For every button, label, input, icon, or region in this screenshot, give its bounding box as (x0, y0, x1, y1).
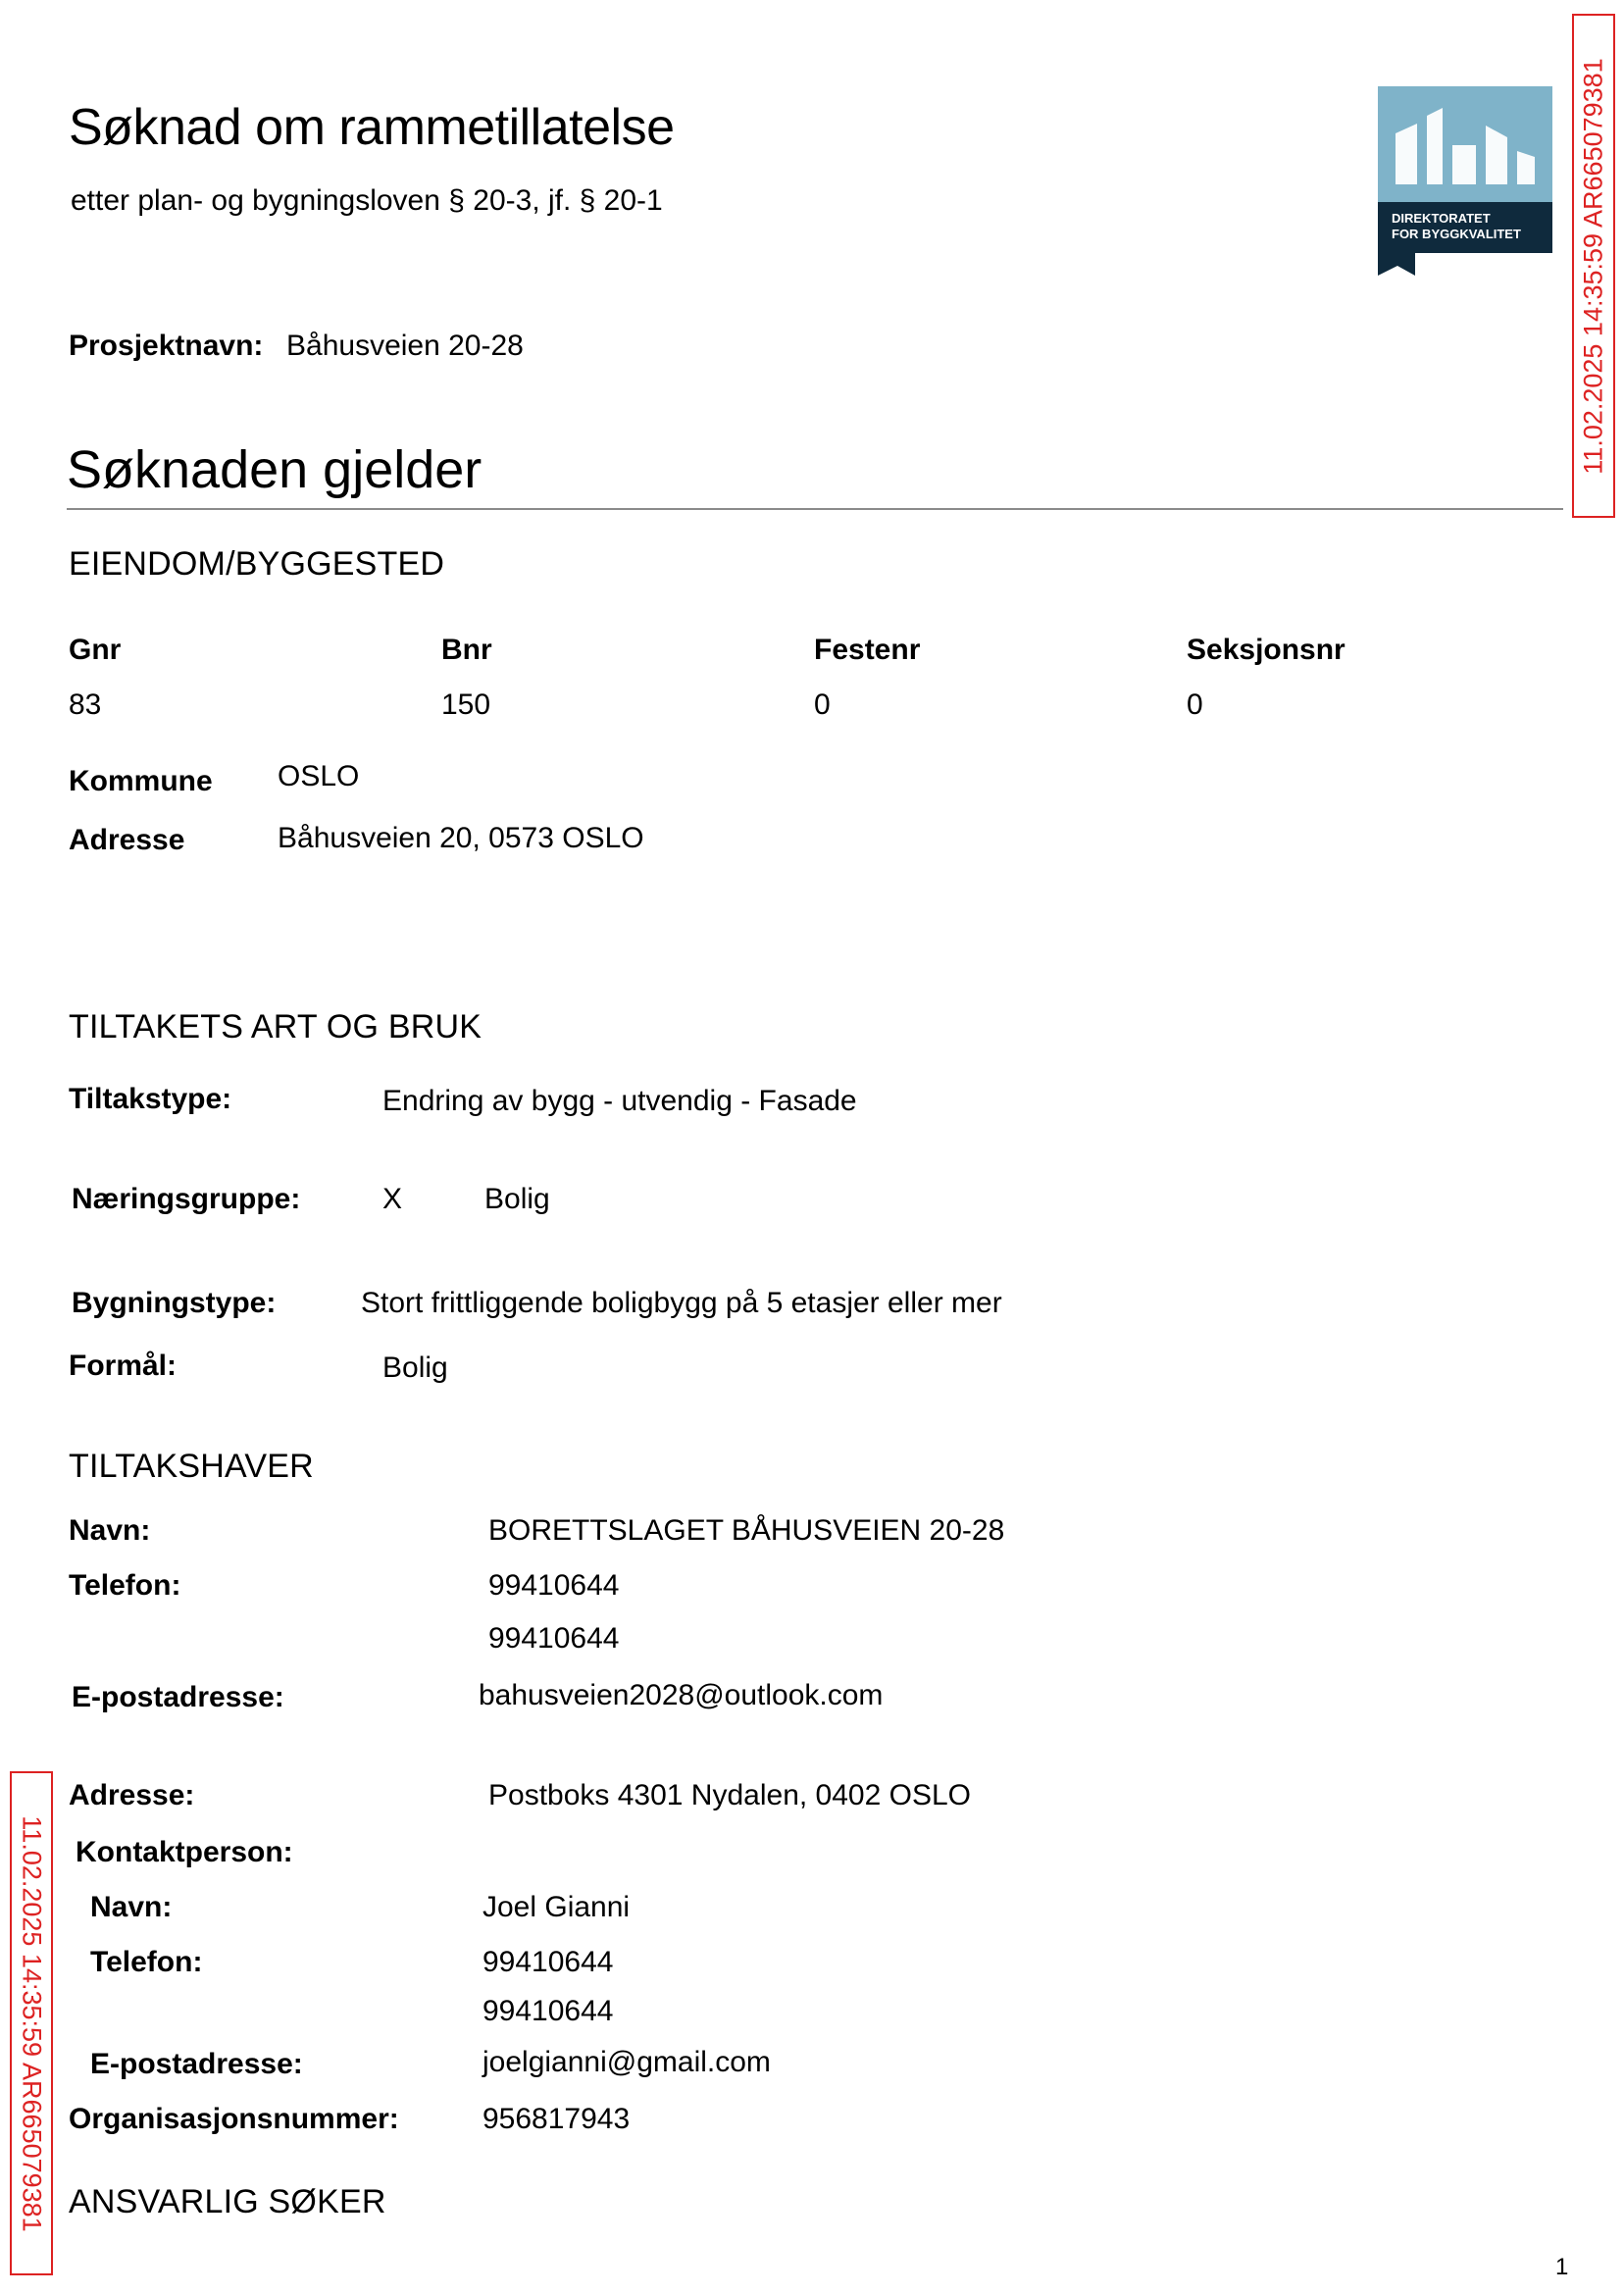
th-telefon1-value: 99410644 (488, 1569, 620, 1602)
kommune-label: Kommune (69, 765, 213, 797)
timestamp-stamp-right: 11.02.2025 14:35:59 AR665079381 (1572, 14, 1615, 518)
naering-code: X (382, 1183, 403, 1215)
seksjonsnr-value: 0 (1187, 688, 1203, 721)
naering-value: Bolig (484, 1183, 550, 1215)
kp-navn-value: Joel Gianni (482, 1891, 631, 1923)
kp-navn-label: Navn: (90, 1891, 173, 1923)
tiltak-section-title: TILTAKETS ART OG BRUK (69, 1008, 482, 1045)
th-navn-value: BORETTSLAGET BÅHUSVEIEN 20-28 (488, 1514, 1005, 1547)
document-title: Søknad om rammetillatelse (69, 99, 675, 156)
gnr-label: Gnr (69, 634, 122, 666)
tiltakstype-label: Tiltakstype: (69, 1083, 232, 1115)
orgnr-value: 956817943 (482, 2103, 631, 2135)
formal-value: Bolig (382, 1351, 448, 1384)
kp-epost-value: joelgianni@gmail.com (482, 2046, 771, 2078)
kp-telefon-label: Telefon: (90, 1946, 203, 1978)
dibk-logo (1378, 86, 1554, 278)
formal-label: Formål: (69, 1350, 178, 1382)
kontaktperson-label: Kontaktperson: (76, 1836, 293, 1868)
logo-text-line1: DIREKTORATET (1392, 211, 1491, 226)
tiltakstype-value: Endring av bygg - utvendig - Fasade (382, 1085, 857, 1117)
adresse-value: Båhusveien 20, 0573 OSLO (278, 822, 644, 854)
th-epost-value: bahusveien2028@outlook.com (479, 1679, 884, 1711)
seksjonsnr-label: Seksjonsnr (1187, 634, 1345, 666)
property-section-title: EIENDOM/BYGGESTED (69, 545, 445, 583)
th-telefon-label: Telefon: (69, 1569, 181, 1602)
festenr-label: Festenr (814, 634, 921, 666)
heading-rule (67, 508, 1563, 510)
naering-label: Næringsgruppe: (72, 1183, 301, 1215)
timestamp-stamp-left: 11.02.2025 14:35:59 AR665079381 (10, 1771, 53, 2275)
gnr-value: 83 (69, 688, 102, 721)
orgnr-label: Organisasjonsnummer: (69, 2103, 399, 2135)
bygningstype-value: Stort frittliggende boligbygg på 5 etasjer eller mer (361, 1287, 1002, 1319)
page-number: 1 (1555, 2254, 1569, 2280)
logo-text-line2: FOR BYGGKVALITET (1392, 227, 1521, 241)
project-label: Prosjektnavn: (69, 330, 264, 362)
th-telefon2-value: 99410644 (488, 1622, 620, 1655)
kp-epost-label: E-postadresse: (90, 2048, 303, 2080)
bnr-value: 150 (441, 688, 491, 721)
ansvarlig-section-title: ANSVARLIG SØKER (69, 2183, 386, 2220)
document-subtitle: etter plan- og bygningsloven § 20-3, jf. § 20-1 (71, 184, 663, 217)
bygningstype-label: Bygningstype: (72, 1287, 277, 1319)
adresse-label: Adresse (69, 824, 185, 856)
festenr-value: 0 (814, 688, 831, 721)
kp-telefon2-value: 99410644 (482, 1995, 614, 2027)
bnr-label: Bnr (441, 634, 492, 666)
kp-telefon1-value: 99410644 (482, 1946, 614, 1978)
section-heading: Søknaden gjelder (67, 440, 482, 499)
th-epost-label: E-postadresse: (72, 1681, 284, 1713)
kommune-value: OSLO (278, 760, 360, 792)
th-adresse-value: Postboks 4301 Nydalen, 0402 OSLO (488, 1779, 971, 1811)
tiltakshaver-section-title: TILTAKSHAVER (69, 1448, 314, 1485)
th-adresse-label: Adresse: (69, 1779, 195, 1811)
project-value: Båhusveien 20-28 (286, 330, 524, 362)
th-navn-label: Navn: (69, 1514, 151, 1547)
